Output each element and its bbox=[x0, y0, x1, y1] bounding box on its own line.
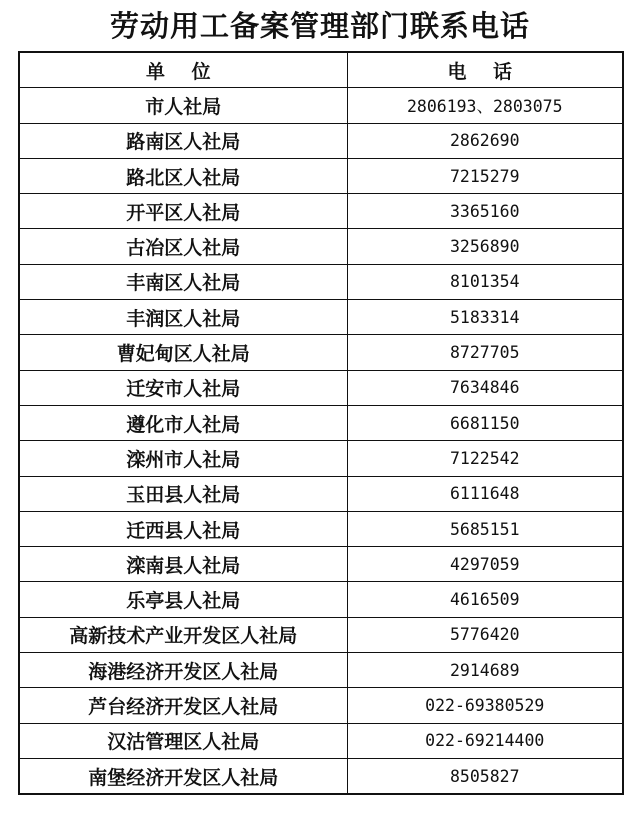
unit-cell: 丰南区人社局 bbox=[19, 264, 347, 299]
phone-cell: 8727705 bbox=[347, 335, 623, 370]
table-row bbox=[19, 723, 623, 758]
contact-table bbox=[18, 51, 624, 795]
unit-cell: 高新技术产业开发区人社局 bbox=[19, 617, 347, 652]
phone-cell: 6681150 bbox=[347, 405, 623, 440]
header-phone: 电 话 bbox=[347, 52, 623, 88]
unit-cell: 滦州市人社局 bbox=[19, 441, 347, 476]
phone-cell: 8101354 bbox=[347, 264, 623, 299]
header-unit: 单 位 bbox=[19, 52, 347, 88]
phone-cell: 3256890 bbox=[347, 229, 623, 264]
table-row bbox=[19, 758, 623, 794]
table-row bbox=[19, 123, 623, 158]
page-title: 劳动用工备案管理部门联系电话 bbox=[109, 9, 530, 43]
table-row bbox=[19, 582, 623, 617]
phone-cell: 2862690 bbox=[347, 123, 623, 158]
unit-cell: 汉沽管理区人社局 bbox=[19, 723, 347, 758]
unit-cell: 海港经济开发区人社局 bbox=[19, 653, 347, 688]
phone-cell: 022-69214400 bbox=[347, 723, 623, 758]
unit-cell: 滦南县人社局 bbox=[19, 547, 347, 582]
table-row bbox=[19, 476, 623, 511]
table-row bbox=[19, 300, 623, 335]
phone-cell: 5776420 bbox=[347, 617, 623, 652]
table-row bbox=[19, 264, 623, 299]
table-row bbox=[19, 335, 623, 370]
table-row bbox=[19, 653, 623, 688]
unit-cell: 乐亭县人社局 bbox=[19, 582, 347, 617]
unit-cell: 开平区人社局 bbox=[19, 194, 347, 229]
unit-cell: 路北区人社局 bbox=[19, 158, 347, 193]
unit-cell: 古冶区人社局 bbox=[19, 229, 347, 264]
table-row bbox=[19, 370, 623, 405]
table-row bbox=[19, 405, 623, 440]
table-row bbox=[19, 511, 623, 546]
unit-cell: 丰润区人社局 bbox=[19, 300, 347, 335]
table-header bbox=[19, 52, 623, 88]
phone-cell: 022-69380529 bbox=[347, 688, 623, 723]
table-row bbox=[19, 617, 623, 652]
table-row bbox=[19, 547, 623, 582]
phone-cell: 6111648 bbox=[347, 476, 623, 511]
unit-cell: 南堡经济开发区人社局 bbox=[19, 758, 347, 794]
table-body bbox=[19, 88, 623, 794]
phone-cell: 5685151 bbox=[347, 511, 623, 546]
phone-cell: 7215279 bbox=[347, 158, 623, 193]
table-row bbox=[19, 88, 623, 123]
phone-cell: 2914689 bbox=[347, 653, 623, 688]
phone-cell: 3365160 bbox=[347, 194, 623, 229]
phone-cell: 7122542 bbox=[347, 441, 623, 476]
unit-cell: 遵化市人社局 bbox=[19, 405, 347, 440]
unit-cell: 迁西县人社局 bbox=[19, 511, 347, 546]
table-row bbox=[19, 229, 623, 264]
header-row bbox=[19, 52, 623, 88]
unit-cell: 曹妃甸区人社局 bbox=[19, 335, 347, 370]
phone-cell: 4616509 bbox=[347, 582, 623, 617]
unit-cell: 芦台经济开发区人社局 bbox=[19, 688, 347, 723]
table-row bbox=[19, 194, 623, 229]
phone-cell: 4297059 bbox=[347, 547, 623, 582]
phone-cell: 2806193、2803075 bbox=[347, 88, 623, 123]
unit-cell: 玉田县人社局 bbox=[19, 476, 347, 511]
unit-cell: 迁安市人社局 bbox=[19, 370, 347, 405]
unit-cell: 路南区人社局 bbox=[19, 123, 347, 158]
unit-cell: 市人社局 bbox=[19, 88, 347, 123]
phone-cell: 7634846 bbox=[347, 370, 623, 405]
table-row bbox=[19, 441, 623, 476]
table-row bbox=[19, 158, 623, 193]
phone-cell: 8505827 bbox=[347, 758, 623, 794]
phone-cell: 5183314 bbox=[347, 300, 623, 335]
table-row bbox=[19, 688, 623, 723]
